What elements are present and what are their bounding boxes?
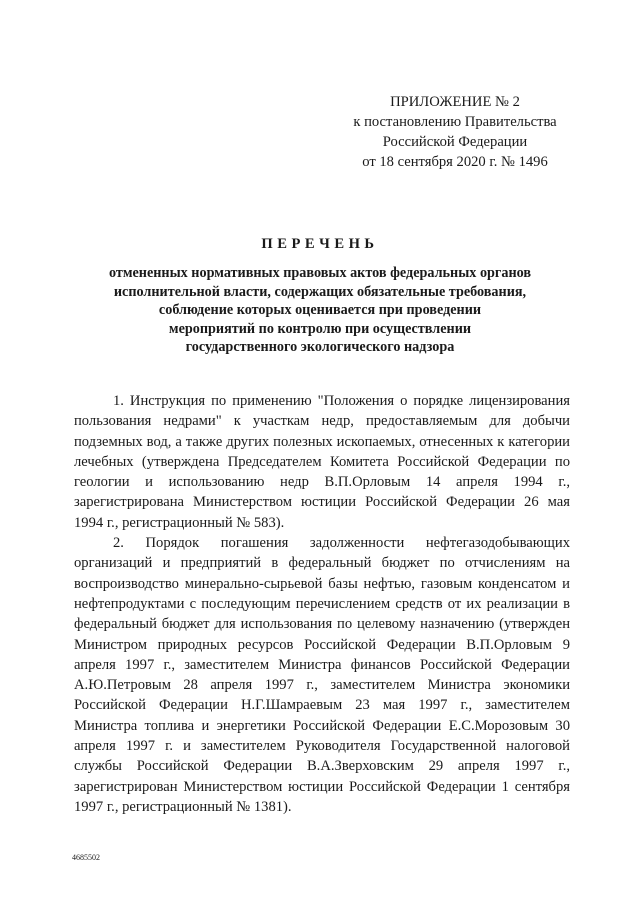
subtitle-line: мероприятий по контролю при осуществлении	[168, 320, 472, 337]
subtitle-line: соблюдение которых оценивается при проведении	[158, 302, 482, 319]
list-item: 2. Порядок погашения задолженности нефтегазодобывающих организаций и предприятий в федеральный бюджет по отчислениям на воспроизводство минерально-сырьевой базы нефтью, газовым конденсатом и нефтепродуктами с последующим перечислением средств от их реализации в федеральный бюджет для использования по целевому назначению (утвержден Министром природных ресурсов Российской Федерации В.П.Орловым 9 апреля 1997 г., заместителем Министра финансов Российской Федерации А.Ю.Петровым 28 апреля 1997 г., заместителем Министра экономики Российской Федерации Н.Г.Шамраевым 23 мая 1997 г., заместителем Министра топлива и энергетики Российской Федерации Е.С.Морозовым 30 апреля 1997 г. и заместителем Руководителя Государственной налоговой службы Российской Федерации В.А.Зверховским 29 апреля 1997 г., зарегистрирован Министерством юстиции Российской Федерации 1 сентября 1997 г., регистрационный № 1381).	[74, 535, 570, 815]
attachment-header	[330, 92, 580, 172]
document-title: ПЕРЕЧЕНЬ	[261, 236, 379, 252]
list-item: 1. Инструкция по применению "Положения о порядке лицензирования пользования недрами" к участкам недр, предоставляемым для добычи подземных вод, а также других полезных ископаемых, отнесенных к категории лечебных (утверждена Председателем Комитета Российской Федерации по геологии и использованию недр В.П.Орловым 14 апреля 1994 г., зарегистрирована Министерством юстиции Российской Федерации 26 мая 1994 г., регистрационный № 583).	[74, 393, 570, 531]
document-code: 4685502	[72, 853, 100, 862]
attachment-number: ПРИЛОЖЕНИЕ № 2	[390, 94, 520, 110]
document-subtitle	[70, 264, 570, 357]
subtitle-line: государственного экологического надзора	[185, 339, 455, 356]
document-body	[74, 391, 570, 817]
attachment-to-resolution: к постановлению Правительства	[353, 114, 557, 130]
subtitle-line: исполнительной власти, содержащих обязательные требования,	[113, 283, 527, 300]
attachment-date-number: от 18 сентября 2020 г. № 1496	[362, 154, 548, 170]
attachment-government: Российской Федерации	[382, 134, 528, 150]
subtitle-line: отмененных нормативных правовых актов федеральных органов	[108, 265, 532, 281]
